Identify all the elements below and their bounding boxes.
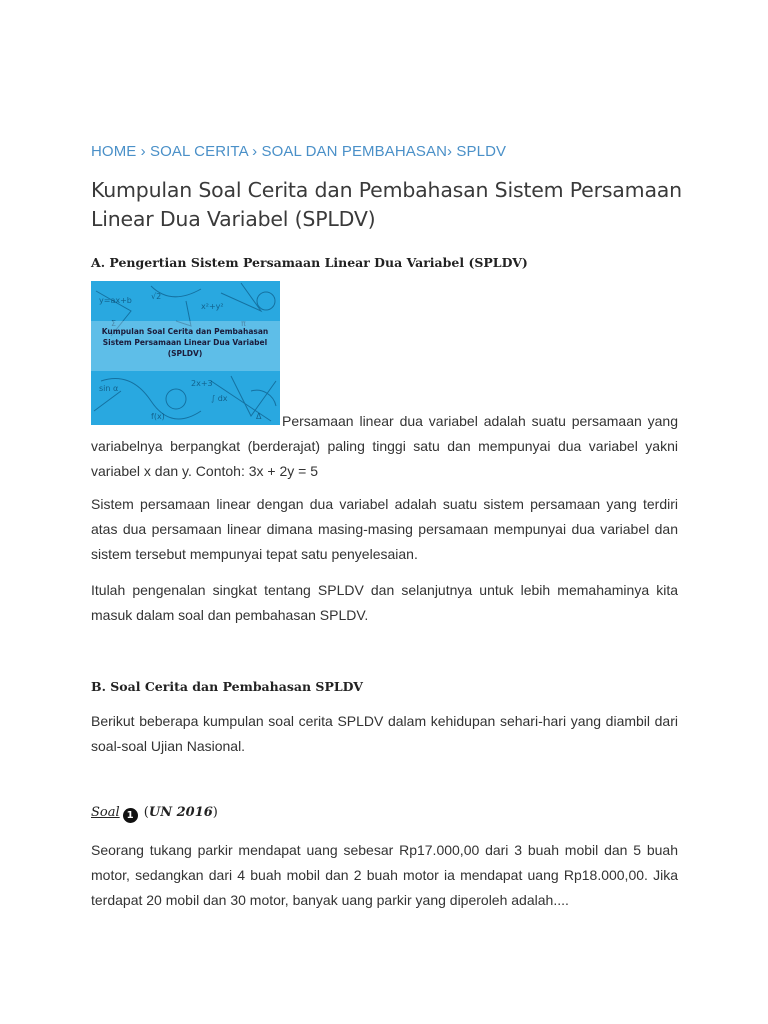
- svg-text:Σ: Σ: [111, 319, 117, 328]
- exam-label: UN 2016: [148, 805, 213, 820]
- cover-title-line1: Kumpulan Soal Cerita dan Pembahasan: [101, 327, 269, 336]
- intro-summary-paragraph: Itulah pengenalan singkat tentang SPLDV dan selanjutnya untuk lebih memahaminya kita masuk dalam soal dan pembahasan SPLDV.: [91, 582, 678, 623]
- svg-text:∫ dx: ∫ dx: [211, 394, 228, 403]
- soal-1-question: Seorang tukang parkir mendapat uang sebesar Rp17.000,00 dari 3 buah mobil dan 5 buah motor, sedangkan dari 4 buah mobil dan 2 buah motor ia mendapat uang Rp18.000,00. Jika terdapat 20 mobil dan 30 motor, banyak uang parkir yang diperoleh adalah....: [91, 842, 678, 908]
- breadcrumb-separator: ›: [247, 143, 262, 160]
- svg-text:x²+y²: x²+y²: [201, 302, 224, 311]
- breadcrumb-home-link[interactable]: HOME: [91, 143, 137, 160]
- breadcrumb: [91, 143, 506, 160]
- cover-title-line2: Sistem Persamaan Linear Dua Variabel: [102, 338, 268, 347]
- breadcrumb-spldv-link[interactable]: SPLDV: [456, 143, 507, 160]
- section-b-paragraph: Berikut beberapa kumpulan soal cerita SPLDV dalam kehidupan sehari-hari yang diambil dari soal-soal Ujian Nasional.: [91, 713, 678, 754]
- svg-text:2x+3: 2x+3: [191, 379, 213, 388]
- svg-text:f(x): f(x): [151, 412, 165, 421]
- svg-text:π: π: [241, 319, 246, 328]
- svg-text:√2: √2: [151, 292, 162, 301]
- section-a-heading: A. Pengertian Sistem Persamaan Linear Dua Variabel (SPLDV): [91, 255, 528, 270]
- svg-text:sin α: sin α: [99, 384, 119, 393]
- close-paren: ): [212, 805, 218, 820]
- number-one-badge-icon: 1: [123, 808, 138, 823]
- cover-title-line3: (SPLDV): [167, 349, 203, 358]
- soal-1-heading: [91, 805, 218, 823]
- page-title: Kumpulan Soal Cerita dan Pembahasan Sistem Persamaan Linear Dua Variabel (SPLDV): [91, 178, 682, 231]
- open-paren: (: [139, 805, 149, 820]
- breadcrumb-separator: ›: [136, 143, 151, 160]
- system-definition-paragraph: Sistem persamaan linear dengan dua variabel adalah suatu sistem persamaan yang terdiri atas dua persamaan linear dimana masing-masing persamaan mempunyai dua variabel dan sistem tersebut mempunyai tepat satu penyelesaian.: [91, 496, 678, 562]
- breadcrumb-soal-cerita-link[interactable]: SOAL CERITA: [150, 143, 248, 160]
- cover-image: [91, 281, 280, 425]
- svg-text:Δ: Δ: [256, 412, 262, 421]
- breadcrumb-soal-dan-pembahasan-link[interactable]: SOAL DAN PEMBAHASAN: [261, 143, 448, 160]
- soal-link[interactable]: Soal: [91, 805, 120, 820]
- definition-paragraph: Persamaan linear dua variabel adalah suatu persamaan yang variabelnya berpangkat (berderajat) paling tinggi satu dan mempunyai dua variabel yakni variabel x dan y. Contoh: 3x + 2y = 5: [91, 413, 678, 479]
- section-b-heading: B. Soal Cerita dan Pembahasan SPLDV: [91, 679, 363, 694]
- breadcrumb-separator: ›: [447, 143, 457, 160]
- svg-text:y=ax+b: y=ax+b: [99, 296, 132, 305]
